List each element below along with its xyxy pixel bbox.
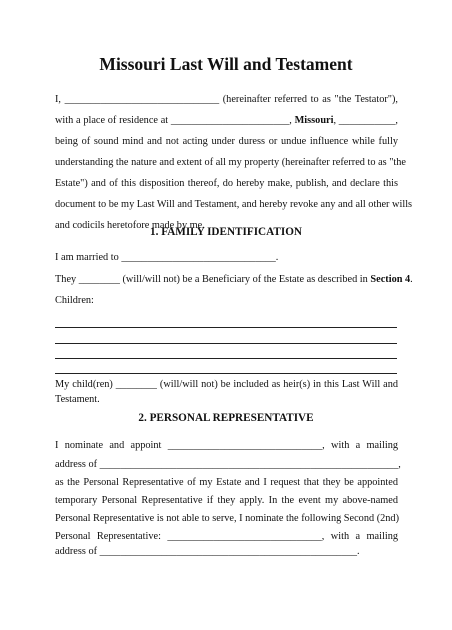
heirs-line-2: Testament. <box>55 394 100 405</box>
representative-line-3: as the Personal Representative of my Estate and I request that they be appointed <box>55 477 398 488</box>
representative-line-1: I nominate and appoint ______________________________, with a mailing <box>55 440 398 451</box>
intro-line-3: being of sound mind and not acting under duress or undue influence while fully <box>55 136 398 147</box>
representative-line-6: Personal Representative: ______________________________, with a mailing <box>55 531 398 542</box>
married-line: I am married to ______________________________. <box>55 252 279 263</box>
beneficiary-period: . <box>410 274 413 285</box>
section-1-heading: 1. FAMILY IDENTIFICATION <box>150 226 302 238</box>
intro-residence-text: with a place of residence at _______________________, <box>55 115 295 126</box>
heirs-line-1: My child(ren) ________ (will/will not) be included as heir(s) in this Last Will and <box>55 379 398 390</box>
children-label: Children: <box>55 295 94 306</box>
representative-line-5: Personal Representative is not able to serve, I nominate the following Second (2nd) <box>55 513 400 524</box>
child-entry-line-4 <box>55 373 397 374</box>
representative-line-4: temporary Personal Representative if they apply. In the event my above-named <box>55 495 398 506</box>
intro-line-1: I, ______________________________ (hereinafter referred to as "the Testator"), <box>55 94 398 105</box>
representative-line-7: address of __________________________________________________. <box>55 546 360 557</box>
section-2-heading: 2. PERSONAL REPRESENTATIVE <box>138 412 314 424</box>
intro-line-4: understanding the nature and extent of all my property (hereinafter referred to as "the <box>55 157 407 168</box>
intro-county-blank: , ___________, <box>333 115 398 126</box>
document-title: Missouri Last Will and Testament <box>99 54 353 74</box>
intro-line-2 <box>55 114 398 127</box>
child-entry-line-1 <box>55 327 397 328</box>
child-entry-line-3 <box>55 358 397 359</box>
beneficiary-line <box>55 273 413 286</box>
representative-line-2: address of __________________________________________________________, <box>55 459 401 470</box>
intro-state-name: Missouri <box>294 115 334 126</box>
child-entry-line-2 <box>55 343 397 344</box>
intro-line-5: Estate") and of this disposition thereof, do hereby make, publish, and declare this <box>55 178 398 189</box>
beneficiary-text: They ________ (will/will not) be a Beneficiary of the Estate as described in <box>55 274 371 285</box>
intro-line-7: and codicils heretofore made by me. <box>55 220 205 231</box>
section-4-reference: Section 4 <box>370 274 411 285</box>
intro-line-6: document to be my Last Will and Testament, and hereby revoke any and all other wills <box>55 199 413 210</box>
